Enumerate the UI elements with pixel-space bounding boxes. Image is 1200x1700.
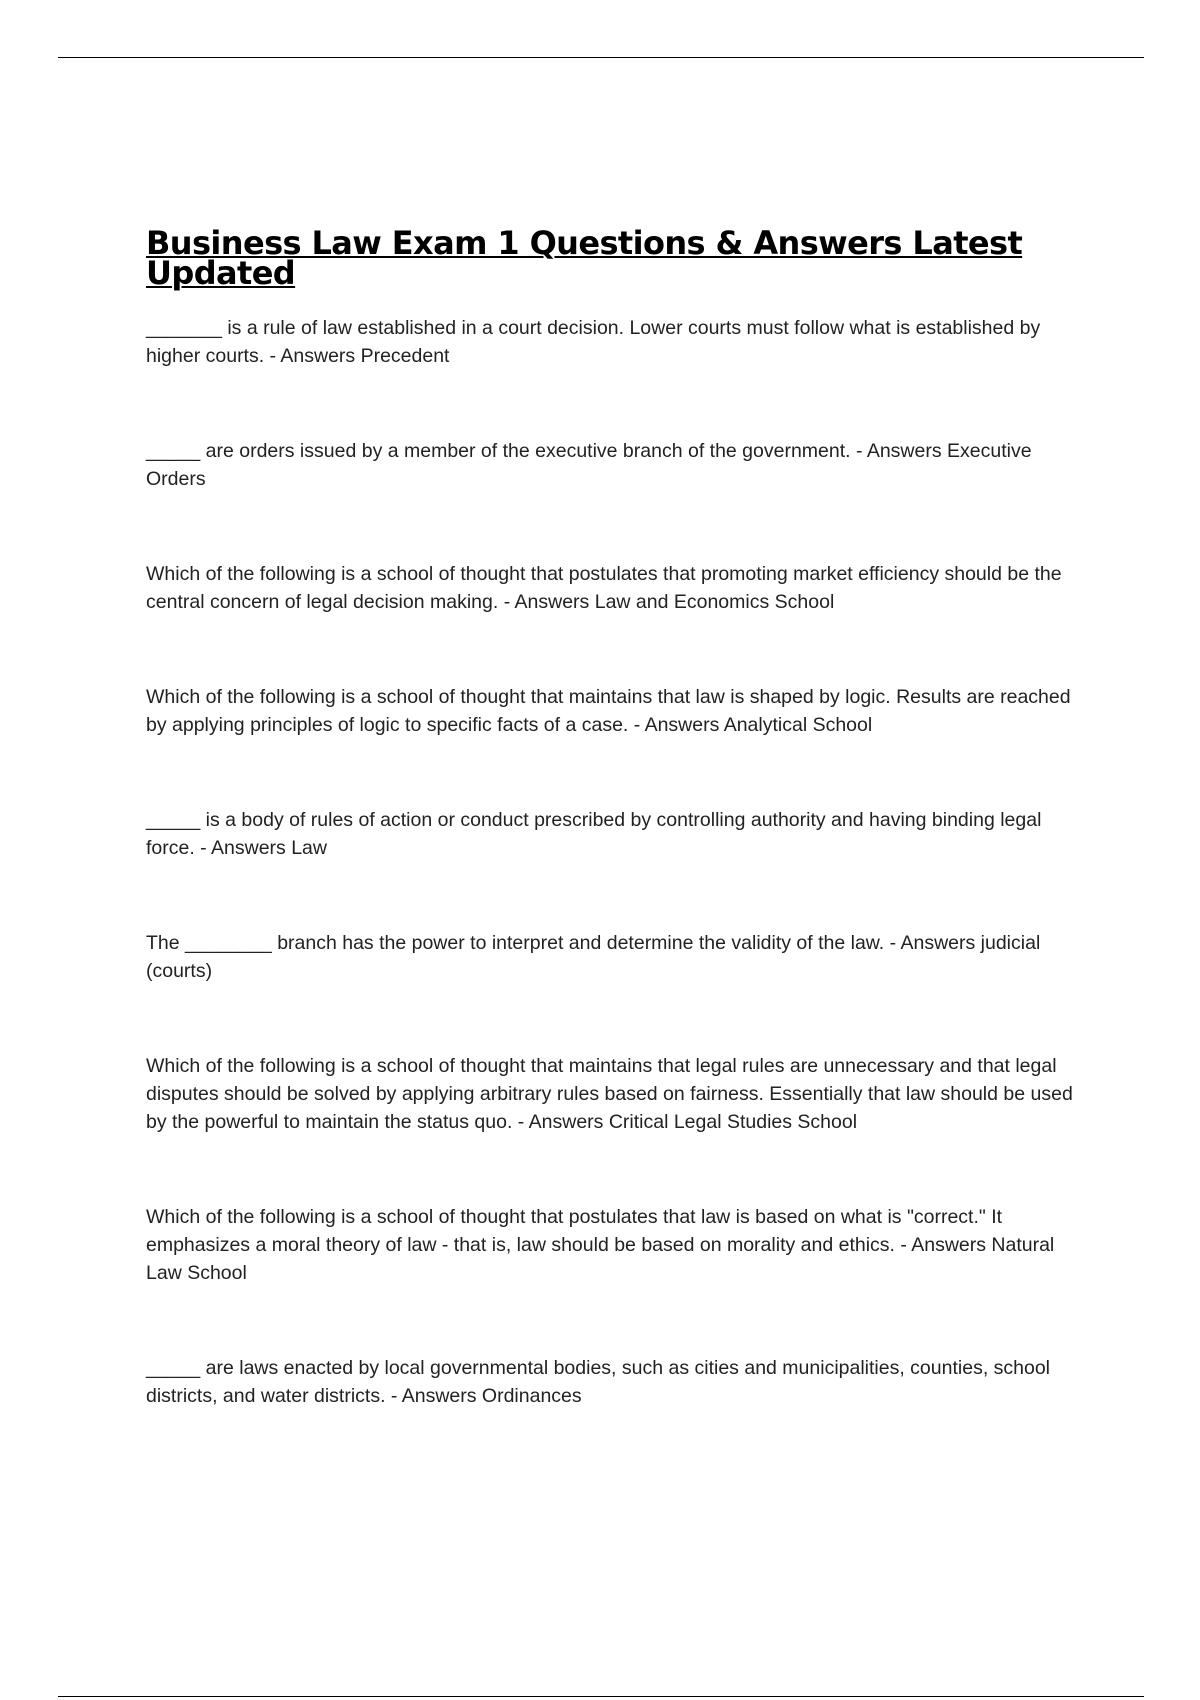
qa-item: The ________ branch has the power to interpret and determine the validity of the law. - Answers judicial (courts) xyxy=(146,932,1041,982)
footer-rule xyxy=(58,1696,1144,1697)
qa-item: Which of the following is a school of thought that maintains that law is shaped by logic. Results are reached by applying principles of logic to specific facts of a case. - Answers Analytical School xyxy=(146,686,1071,736)
qa-item: Which of the following is a school of thought that maintains that legal rules are unnecessary and that legal disputes should be solved by applying arbitrary rules based on fairness. Essentially that law should be used by the powerful to maintain the status quo. - Answers Critical Legal Studies School xyxy=(146,1055,1073,1133)
document-title: Business Law Exam 1 Questions & Answers Latest Updated xyxy=(146,224,1023,292)
qa-item: _____ are orders issued by a member of the executive branch of the government. - Answers Executive Orders xyxy=(146,440,1032,490)
header-rule xyxy=(58,57,1144,58)
qa-item: _____ is a body of rules of action or conduct prescribed by controlling authority and having binding legal force. - Answers Law xyxy=(146,809,1042,859)
qa-item: _____ are laws enacted by local governmental bodies, such as cities and municipalities, counties, school districts, and water districts. - Answers Ordinances xyxy=(146,1357,1051,1407)
qa-item: _______ is a rule of law established in a court decision. Lower courts must follow what is established by higher courts. - Answers Precedent xyxy=(146,317,1041,367)
qa-list xyxy=(146,314,1086,1410)
qa-item: Which of the following is a school of thought that postulates that promoting market efficiency should be the central concern of legal decision making. - Answers Law and Economics School xyxy=(146,563,1062,613)
qa-item: Which of the following is a school of thought that postulates that law is based on what is "correct." It emphasizes a moral theory of law - that is, law should be based on morality and ethics. - Answers Natural Law School xyxy=(146,1206,1055,1284)
document-body xyxy=(146,224,1086,1410)
